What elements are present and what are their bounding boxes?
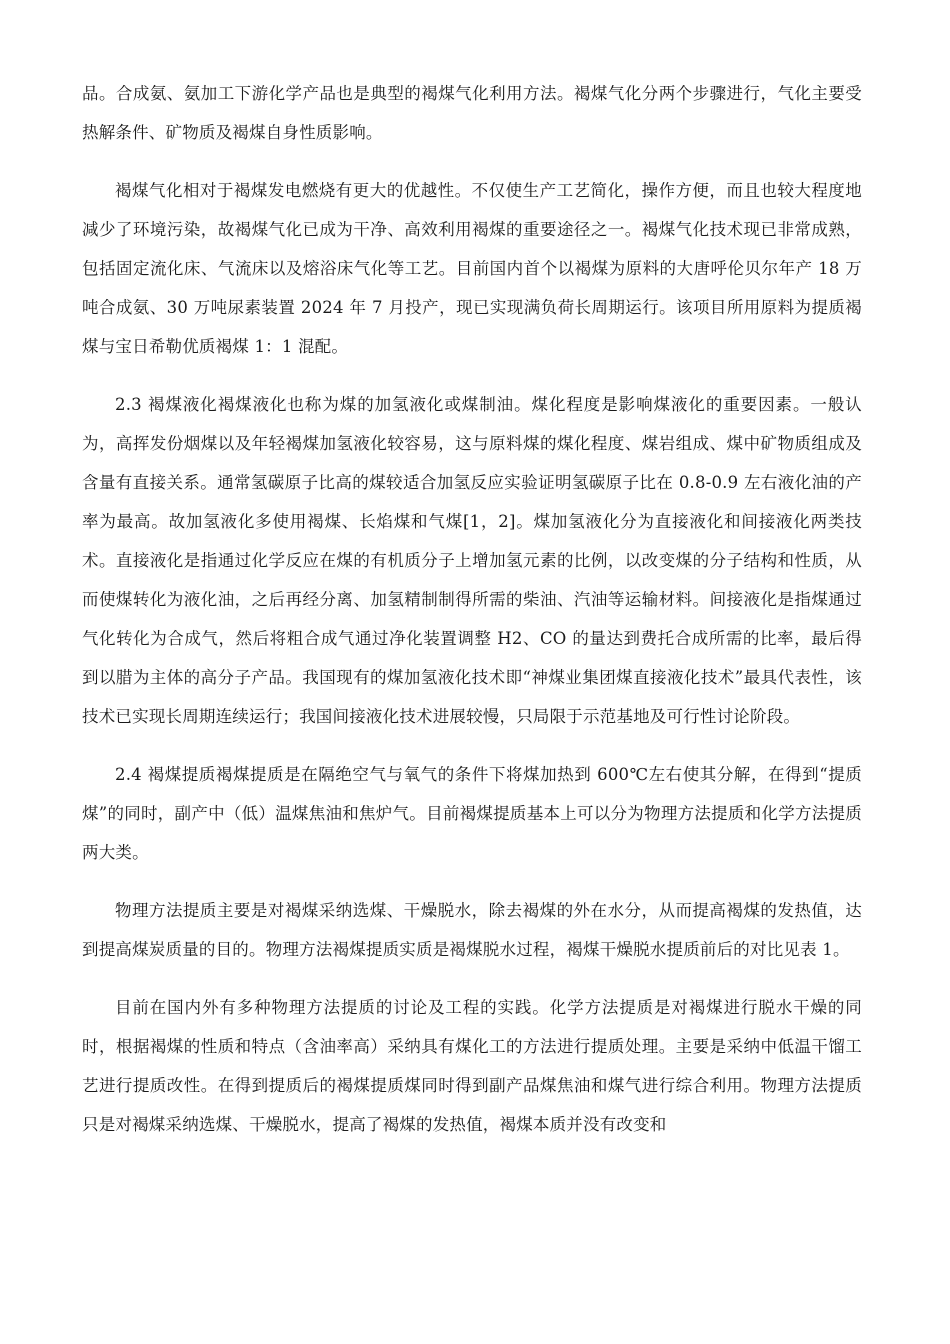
document-body: [82, 74, 862, 1144]
paragraph-continuation: 品。合成氨、氨加工下游化学产品也是典型的褐煤气化利用方法。褐煤气化分两个步骤进行，气化主要受热解条件、矿物质及褐煤自身性质影响。: [82, 84, 862, 142]
paragraph-section-2-3-liquefaction: 2.3 褐煤液化褐煤液化也称为煤的加氢液化或煤制油。煤化程度是影响煤液化的重要因素。一般认为，高挥发份烟煤以及年轻褐煤加氢液化较容易，这与原料煤的煤化程度、煤岩组成、煤中矿物质组成及含量有直接关系。通常氢碳原子比高的煤较适合加氢反应实验证明氢碳原子比在 0.8-0.9 左右液化油的产率为最高。故加氢液化多使用褐煤、长焰煤和气煤[1，2]。煤加氢液化分为直接液化和间接液化两类技术。直接液化是指通过化学反应在煤的有机质分子上增加氢元素的比例，以改变煤的分子结构和性质，从而使煤转化为液化油，之后再经分离、加氢精制制得所需的柴油、汽油等运输材料。间接液化是指煤通过气化转化为合成气，然后将粗合成气通过净化装置调整 H2、CO 的量达到费托合成所需的比率，最后得到以腊为主体的高分子产品。我国现有的煤加氢液化技术即“神煤业集团煤直接液化技术”最具代表性，该技术已实现长周期连续运行；我国间接液化技术进展较慢，只局限于示范基地及可行性讨论阶段。: [82, 395, 862, 726]
paragraph-lignite-gasification: 褐煤气化相对于褐煤发电燃烧有更大的优越性。不仅使生产工艺简化，操作方便，而且也较大程度地减少了环境污染，故褐煤气化已成为干净、高效利用褐煤的重要途径之一。褐煤气化技术现已非常成熟，包括固定流化床、气流床以及熔浴床气化等工艺。目前国内首个以褐煤为原料的大唐呼伦贝尔年产 18 万吨合成氨、30 万吨尿素装置 2024 年 7 月投产，现已实现满负荷长周期运行。该项目所用原料为提质褐煤与宝日希勒优质褐煤 1：1 混配。: [82, 181, 862, 356]
paragraph-chemical-upgrading: 目前在国内外有多种物理方法提质的讨论及工程的实践。化学方法提质是对褐煤进行脱水干燥的同时，根据褐煤的性质和特点（含油率高）采纳具有煤化工的方法进行提质处理。主要是采纳中低温干馏工艺进行提质改性。在得到提质后的褐煤提质煤同时得到副产品煤焦油和煤气进行综合利用。物理方法提质只是对褐煤采纳选煤、干燥脱水，提高了褐煤的发热值，褐煤本质并没有改变和: [82, 998, 862, 1134]
paragraph-section-2-4-upgrading: 2.4 褐煤提质褐煤提质是在隔绝空气与氧气的条件下将煤加热到 600℃左右使其分解，在得到“提质煤”的同时，副产中（低）温煤焦油和焦炉气。目前褐煤提质基本上可以分为物理方法提质和化学方法提质两大类。: [82, 765, 862, 862]
paragraph-physical-upgrading: 物理方法提质主要是对褐煤采纳选煤、干燥脱水，除去褐煤的外在水分，从而提高褐煤的发热值，达到提高煤炭质量的目的。物理方法褐煤提质实质是褐煤脱水过程，褐煤干燥脱水提质前后的对比见表 1。: [82, 901, 862, 959]
